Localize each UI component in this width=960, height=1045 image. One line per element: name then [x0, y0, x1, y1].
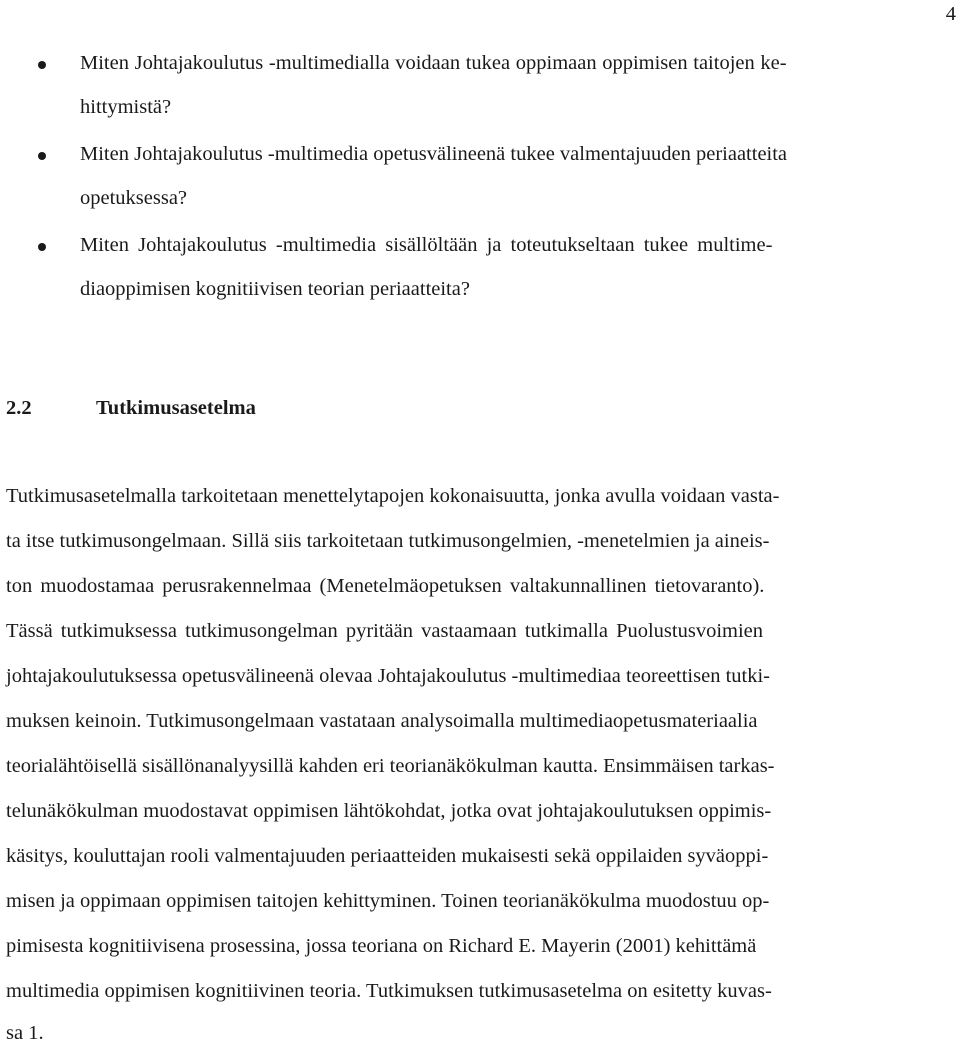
list-item-line: Miten Johtajakoulutus -multimedia sisällöltään ja toteutukseltaan tukee multime-	[80, 234, 773, 256]
bullet-icon	[38, 61, 46, 69]
paragraph-line: multimedia oppimisen kognitiivinen teoria. Tutkimuksen tutkimusasetelma on esitetty kuvas-	[6, 980, 772, 1002]
bullet-icon	[38, 243, 46, 251]
paragraph-line: Tutkimusasetelmalla tarkoitetaan menettelytapojen kokonaisuutta, jonka avulla voidaan vasta-	[6, 485, 780, 507]
paragraph-line: sa 1.	[6, 1022, 44, 1044]
paragraph-line: johtajakoulutuksessa opetusvälineenä olevaa Johtajakoulutus -multimediaa teoreettisen tutki-	[6, 665, 770, 687]
list-item-line: diaoppimisen kognitiivisen teorian periaatteita?	[80, 278, 470, 300]
paragraph-line: Tässä tutkimuksessa tutkimusongelman pyritään vastaamaan tutkimalla Puolustusvoimien	[6, 620, 764, 642]
list-item-line: Miten Johtajakoulutus -multimedialla voidaan tukea oppimaan oppimisen taitojen ke-	[80, 52, 787, 74]
paragraph-line: misen ja oppimaan oppimisen taitojen kehittyminen. Toinen teorianäkökulma muodostuu op-	[6, 890, 770, 912]
paragraph-line: telunäkökulman muodostavat oppimisen lähtökohdat, jotka ovat johtajakoulutuksen oppimis-	[6, 800, 772, 822]
paragraph-line: ta itse tutkimusongelmaan. Sillä siis tarkoitetaan tutkimusongelmien, -menetelmien ja aineis-	[6, 530, 770, 552]
page-number: 4	[945, 3, 956, 25]
paragraph-line: pimisesta kognitiivisena prosessina, jossa teoriana on Richard E. Mayerin (2001) kehittämä	[6, 935, 757, 957]
list-item-line: hittymistä?	[80, 96, 172, 118]
section-number: 2.2	[6, 397, 32, 419]
paragraph-line: käsitys, kouluttajan rooli valmentajuuden periaatteiden mukaisesti sekä oppilaiden syväoppi-	[6, 845, 769, 867]
paragraph-line: teorialähtöisellä sisällönanalyysillä kahden eri teorianäkökulman kautta. Ensimmäisen tarkas-	[6, 755, 775, 777]
paragraph-line: muksen keinoin. Tutkimusongelmaan vastataan analysoimalla multimediaopetusmateriaalia	[6, 710, 758, 732]
list-item-line: Miten Johtajakoulutus -multimedia opetusvälineenä tukee valmentajuuden periaatteita	[80, 143, 788, 165]
section-title: Tutkimusasetelma	[96, 397, 256, 419]
bullet-icon	[38, 152, 46, 160]
list-item-line: opetuksessa?	[80, 187, 188, 209]
paragraph-line: ton muodostamaa perusrakennelmaa (Menetelmäopetuksen valtakunnallinen tietovaranto).	[6, 575, 765, 597]
